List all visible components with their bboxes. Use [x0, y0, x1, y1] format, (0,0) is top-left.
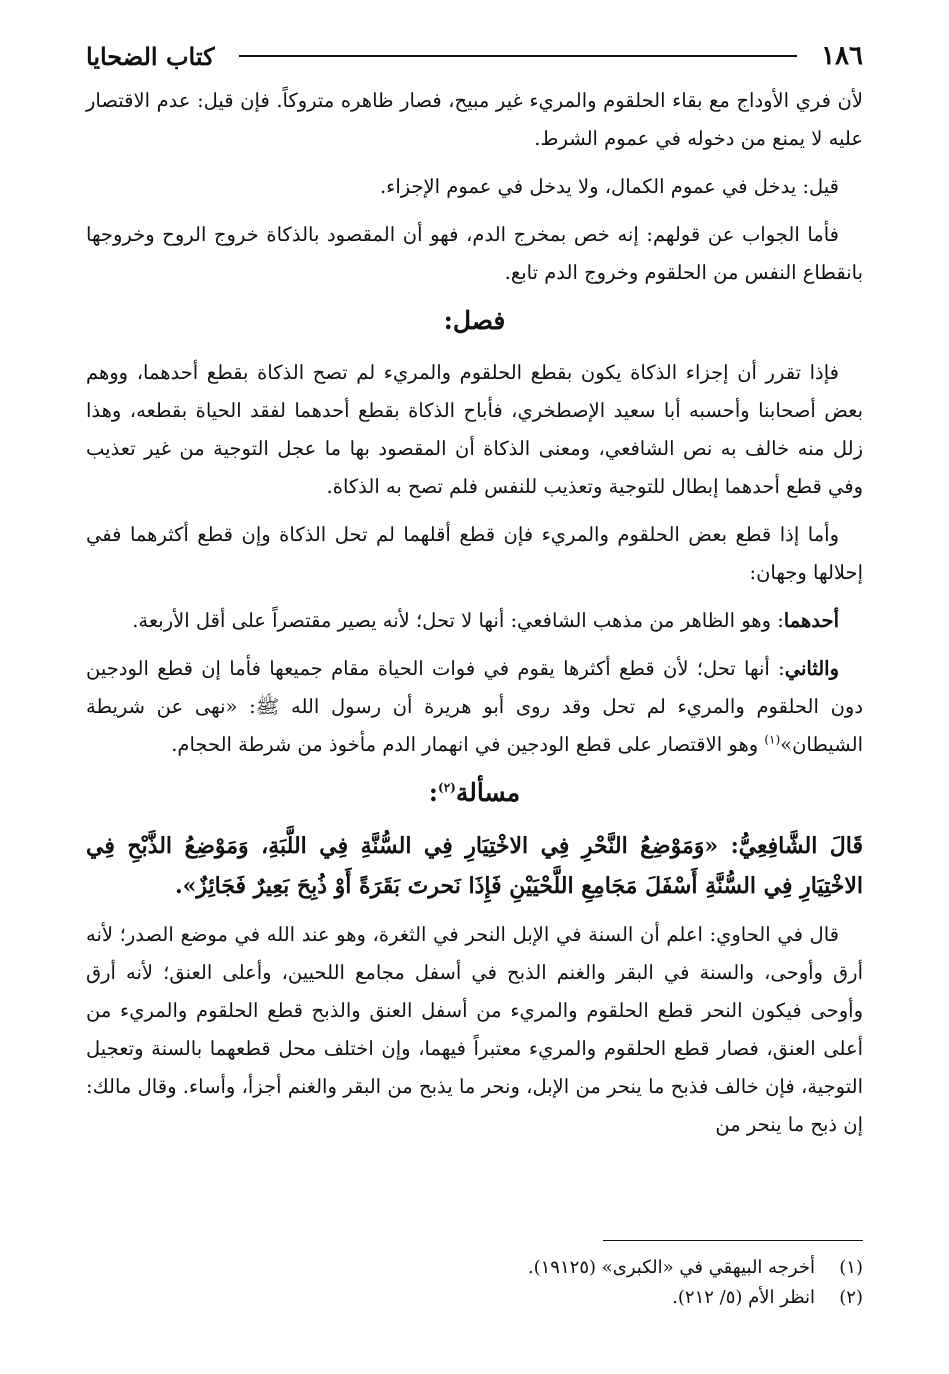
- quote-text: : «وَمَوْضِعُ النَّحْرِ فِي الاخْتِيَارِ فِي السُّنَّةِ فِي اللَّبَةِ، وَمَوْضِعُ الذَّبْحِ فِي الاخْتِيَارِ فِي السُّنَّةِ أَسْفَلَ مَجَامِعِ اللَّحْيَيْنِ فَإِذَا نَحرتَ بَقَرَةً أَوْ ذُبِحَ بَعِيرٌ فَجَائِزٌ».: [86, 833, 863, 899]
- paragraph-3: فأما الجواب عن قولهم: إنه خص بمخرج الدم، فهو أن المقصود بالذكاة خروج الروح وخروجها بانقطاع النفس من الحلقوم وخروج الدم تابع.: [86, 223, 863, 284]
- paragraph-6: [86, 602, 863, 640]
- paragraph-7: [86, 650, 863, 764]
- section-heading-masala: [86, 774, 863, 812]
- page-header: [86, 36, 863, 76]
- header-rule: [239, 55, 798, 57]
- footnote-rule: [603, 1240, 863, 1241]
- paragraph-2: قيل: يدخل في عموم الكمال، ولا يدخل في عموم الإجزاء.: [379, 175, 839, 198]
- quote-speaker: قَالَ الشَّافِعِيُّ: [738, 833, 863, 859]
- paragraph-5: وأما إذا قطع بعض الحلقوم والمريء فإن قطع أقلهما لم تحل الذكاة وإن قطع أكثرهما ففي إحلالها وجهان:: [86, 523, 863, 584]
- section-heading-fasl: فصل:: [443, 306, 506, 335]
- paragraph-6-lead: أحدهما: [783, 609, 839, 632]
- page-number: ١٨٦: [821, 41, 863, 71]
- masala-label: مسألة: [455, 778, 521, 807]
- paragraph-6-text: : وهو الظاهر من مذهب الشافعي: أنها لا تحل؛ لأنه يصير مقتصراً على أقل الأربعة.: [132, 609, 784, 632]
- book-title: كتاب الضحايا: [86, 41, 215, 71]
- footnotes: [86, 1240, 863, 1313]
- shafii-quote: [86, 826, 863, 906]
- paragraph-7-lead: والثاني: [784, 657, 839, 680]
- footnote-text: انظر الأم (٥/ ٢١٢).: [672, 1287, 815, 1308]
- footnote-ref-2[interactable]: (٢): [438, 780, 456, 795]
- footnote-1: [86, 1253, 863, 1283]
- masala-colon: :: [428, 778, 439, 807]
- paragraph-7-text-cont: وهو الاقتصار على قطع الودجين في انهمار الدم مأخوذ من شرطة الحجام.: [171, 733, 765, 756]
- footnote-2: [86, 1283, 863, 1313]
- footnote-number: (٢): [839, 1287, 863, 1308]
- paragraph-1: لأن فري الأوداج مع بقاء الحلقوم والمريء غير مبيح، فصار ظاهره متروكاً. فإن قيل: عدم الاقتصار عليه لا يمنع من دخوله في عموم الشرط.: [86, 89, 863, 150]
- paragraph-4: فإذا تقرر أن إجزاء الذكاة يكون بقطع الحلقوم والمريء لم تصح الذكاة بقطع أحدهما، ووهم بعض أصحابنا وأحسبه أبا سعيد الإصطخري، فأباح الذكاة بقطع أحدهما لفقد الحياة بقطعه، وهذا زلل منه خالف به نص الشافعي، ومعنى الذكاة أن المقصود بها ما عجل التوجية من غير تعذيب وفي قطع أحدهما إبطال للتوجية وتعذيب للنفس فلم تصح به الذكاة.: [86, 361, 863, 498]
- footnote-ref-1[interactable]: (١): [764, 732, 781, 747]
- paragraph-7-text: : أنها تحل؛ لأن قطع أكثرها يقوم في فوات الحياة مقام جميعها فأما إن قطع الودجين دون الحلقوم والمريء لم تحل وقد روى أبو هريرة أن رسول الله ﷺ: «نهى عن شريطة الشيطان»: [86, 657, 863, 756]
- footnote-text: أخرجه البيهقي في «الكبرى» (١٩١٢٥).: [527, 1257, 815, 1278]
- footnote-number: (١): [839, 1257, 863, 1278]
- paragraph-8: قال في الحاوي: اعلم أن السنة في الإبل النحر في الثغرة، وهو عند الله في موضع الصدر؛ لأنه أرق وأوحى، والسنة في البقر والغنم الذبح في أسفل مجامع اللحيين، وأعلى العنق؛ لأنه أرق وأوحى فيكون النحر قطع الحلقوم والمريء من أسفل العنق والذبح قطع الحلقوم والمريء من أعلى العنق، فصار قطع الحلقوم والمريء معتبراً فيهما، وإن اختلف محل قطعهما بالسنة وتعجيل التوجية، فإن خالف فذبح ما ينحر من الإبل، ونحر ما يذبح من البقر والغنم أجزأ، وأساء. وقال مالك: إن ذبح ما ينحر من: [86, 923, 863, 1136]
